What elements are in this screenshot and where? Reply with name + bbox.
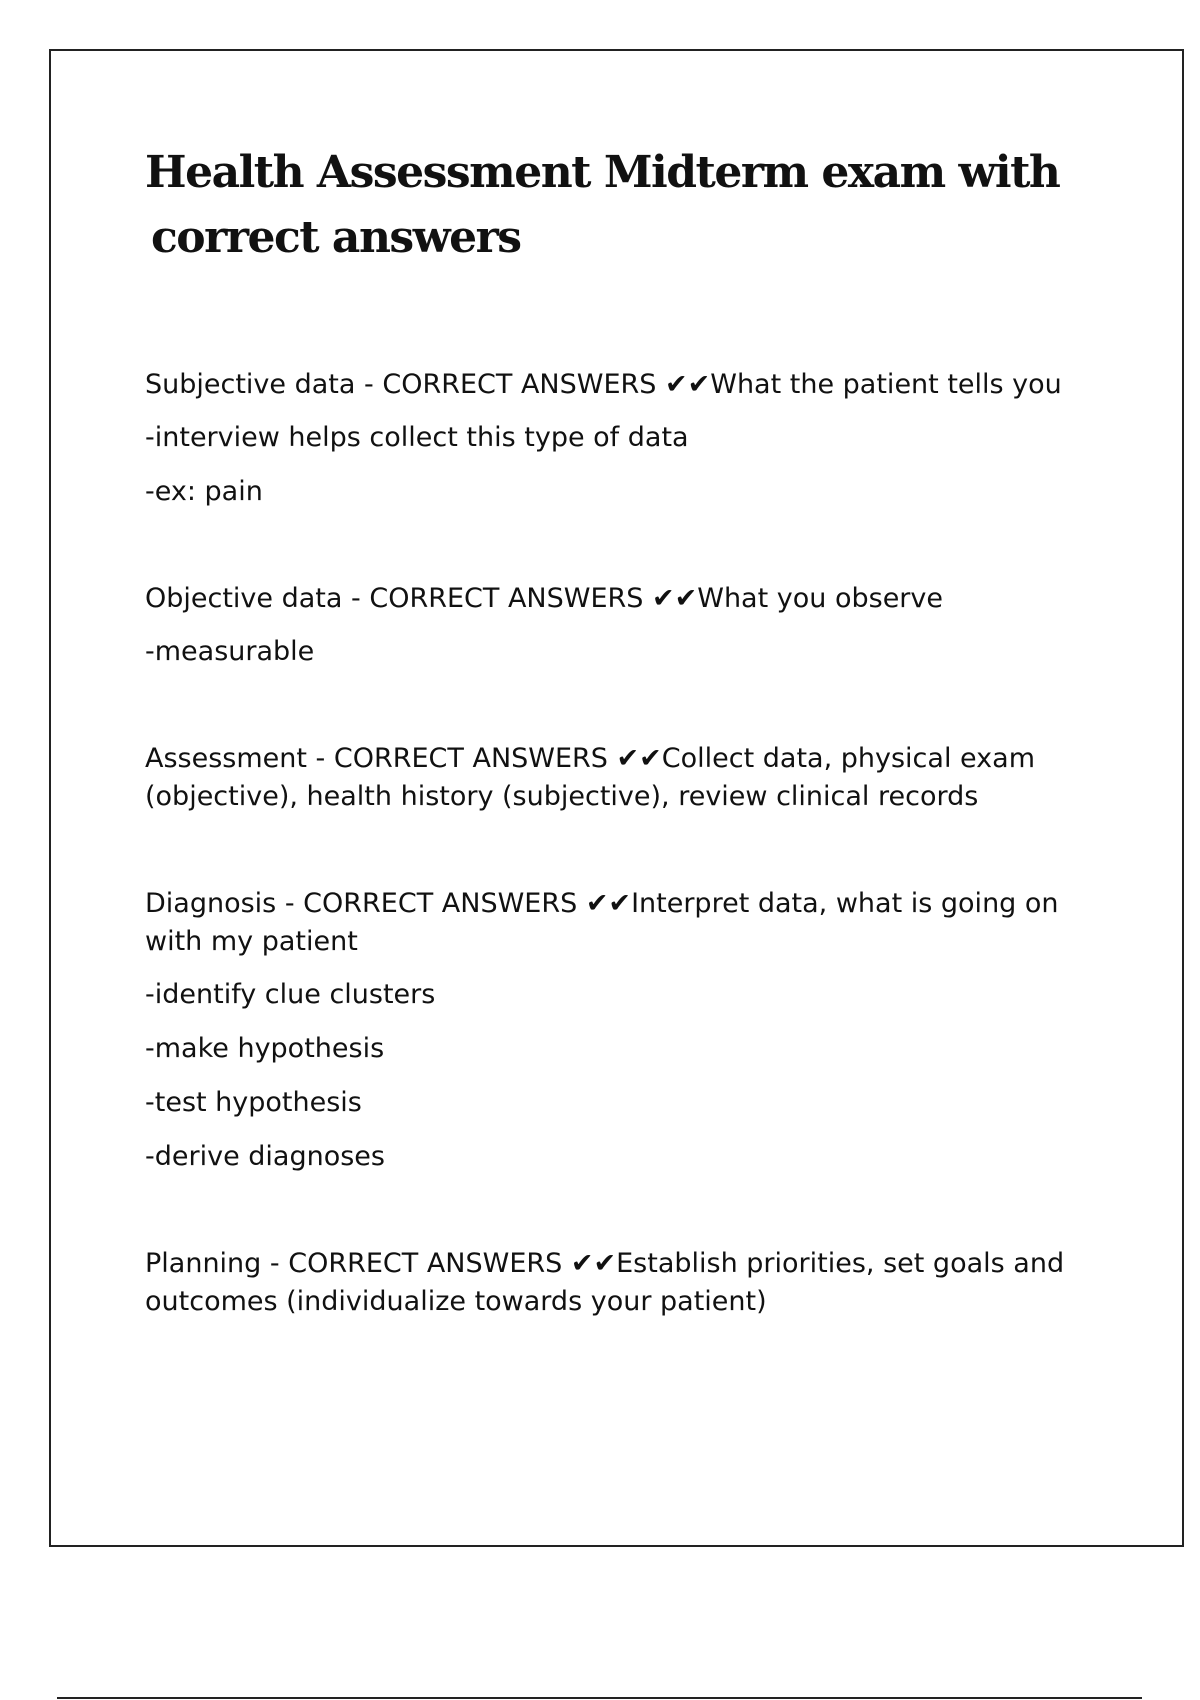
- answer-separator: - CORRECT ANSWERS ✔✔: [306, 743, 662, 774]
- entry-term: Planning: [145, 1248, 262, 1279]
- answer-separator: - CORRECT ANSWERS ✔✔: [355, 369, 711, 400]
- answer-separator: - CORRECT ANSWERS ✔✔: [261, 1248, 617, 1279]
- entry-main-text: [145, 580, 1095, 618]
- entry-detail: -test hypothesis: [145, 1087, 362, 1118]
- entry-term: Assessment: [145, 743, 307, 774]
- entry-term: Diagnosis: [145, 888, 277, 919]
- entry-detail: -interview helps collect this type of data: [145, 422, 689, 453]
- document-title: [145, 140, 1065, 270]
- entry-term: Objective data: [145, 583, 343, 614]
- page-bottom-rule: [57, 1697, 1142, 1699]
- entry-main-text: [145, 885, 1095, 961]
- entry-detail: -derive diagnoses: [145, 1141, 385, 1172]
- entry-definition: Interpret data, what is going on with my patient: [145, 888, 1059, 957]
- entry-main-text: [145, 1245, 1095, 1321]
- entry-definition: What the patient tells you: [710, 369, 1062, 400]
- entry-subjective-data: [145, 366, 1095, 511]
- entry-main-text: [145, 740, 1095, 816]
- entry-diagnosis: [145, 885, 1095, 1176]
- entry-definition: Collect data, physical exam (objective), health history (subjective), review clinical records: [145, 743, 1035, 812]
- answer-separator: - CORRECT ANSWERS ✔✔: [342, 583, 698, 614]
- entry-detail: -ex: pain: [145, 476, 263, 507]
- entry-planning: [145, 1245, 1095, 1321]
- title-line-1: Health Assessment Midterm exam with: [145, 147, 1060, 198]
- entry-definition: What you observe: [697, 583, 943, 614]
- entry-definition: Establish priorities, set goals and outcomes (individualize towards your patient): [145, 1248, 1065, 1317]
- entry-objective-data: [145, 580, 1095, 671]
- entry-term: Subjective data: [145, 369, 356, 400]
- entry-detail: -identify clue clusters: [145, 979, 436, 1010]
- answer-separator: - CORRECT ANSWERS ✔✔: [276, 888, 632, 919]
- flashcard-list: [145, 366, 1095, 1390]
- entry-detail: -measurable: [145, 636, 315, 667]
- entry-detail: -make hypothesis: [145, 1033, 385, 1064]
- entry-assessment: [145, 740, 1095, 816]
- title-line-2: correct answers: [151, 212, 521, 263]
- entry-main-text: [145, 366, 1095, 404]
